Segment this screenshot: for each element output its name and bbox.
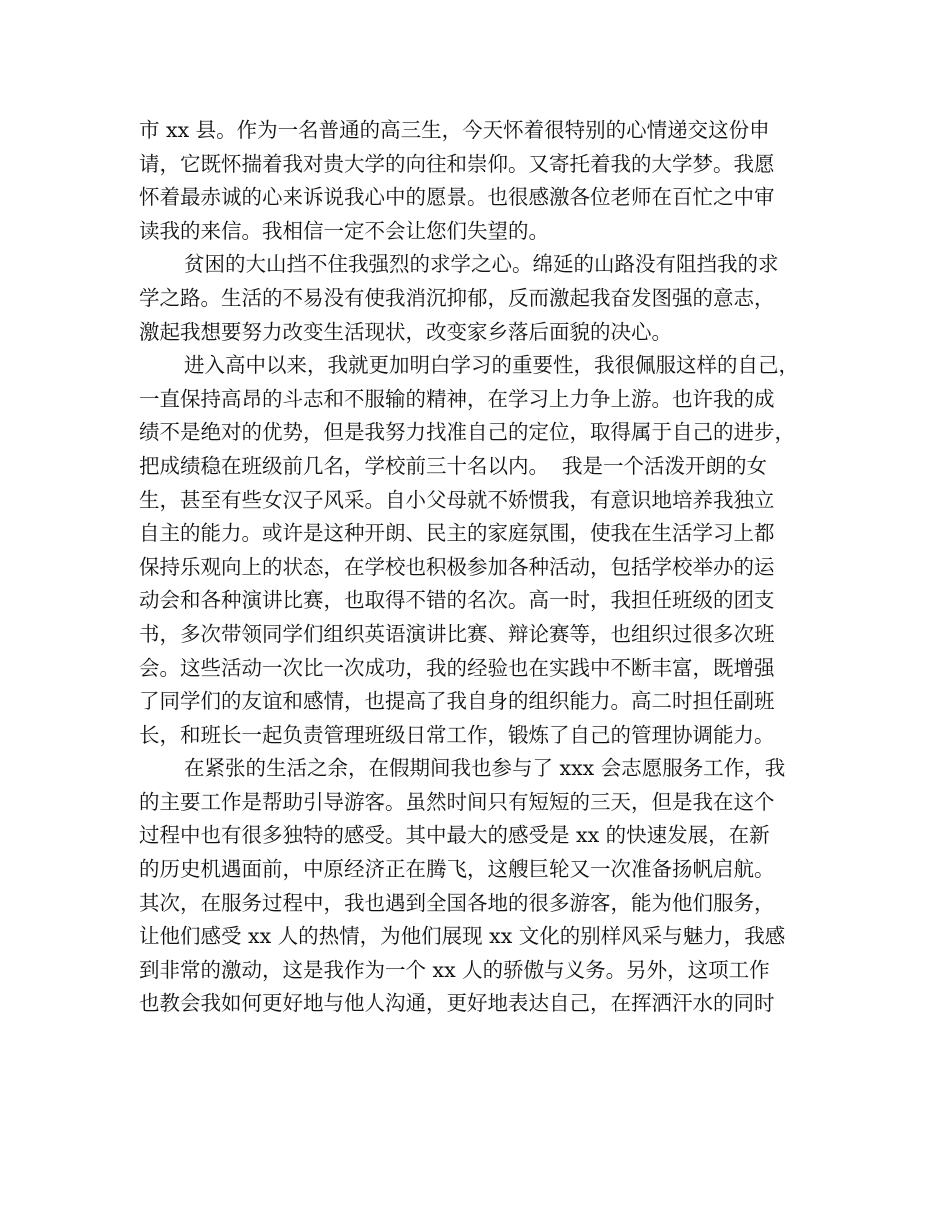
text-line: 其次，在服务过程中，我也遇到全国各地的很多游客，能为他们服务，	[139, 890, 775, 915]
text-line: 动会和各种演讲比赛，也取得不错的名次。高一时，我担任班级的团支	[139, 588, 775, 613]
text-line: 长，和班长一起负责管理班级日常工作，锻炼了自己的管理协调能力。	[139, 722, 775, 747]
text-line: 生，甚至有些女汉子风采。自小父母就不娇惯我，有意识地培养我独立	[139, 487, 775, 512]
text-line: 市 xx 县。作为一名普通的高三生，今天怀着很特别的心情递交这份申	[139, 118, 770, 142]
text-line: 把成绩稳在班级前几名，学校前三十名以内。 我是一个活泼开朗的女	[139, 453, 768, 478]
text-line: 过程中也有很多独特的感受。其中最大的感受是 xx 的快速发展，在新	[139, 823, 770, 848]
text-line: 激起我想要努力改变生活现状，改变家乡落后面貌的决心。	[139, 319, 672, 344]
text-line: 怀着最赤诚的心来诉说我心中的愿景。也很感激各位老师在百忙之中审	[139, 185, 775, 210]
text-line: 会。这些活动一次比一次成功，我的经验也在实践中不断丰富，既增强	[139, 655, 775, 680]
paragraph-first-line: 进入高中以来，我就更加明白学习的重要性，我很佩服这样的自己，	[184, 353, 799, 378]
text-line: 也教会我如何更好地与他人沟通，更好地表达自己，在挥洒汗水的同时	[139, 991, 775, 1016]
paragraph-first-line: 贫困的大山挡不住我强烈的求学之心。绵延的山路没有阻挡我的求	[184, 252, 779, 277]
text-line: 请，它既怀揣着我对贵大学的向往和崇仰。又寄托着我的大学梦。我愿	[139, 151, 775, 176]
text-line: 到非常的激动，这是我作为一个 xx 人的骄傲与义务。另外，这项工作	[139, 957, 770, 982]
text-line: 了同学们的友谊和感情，也提高了我自身的组织能力。高二时担任副班	[139, 689, 775, 714]
text-line: 学之路。生活的不易没有使我消沉抑郁，反而激起我奋发图强的意志，	[139, 285, 775, 310]
paragraph-first-line: 在紧张的生活之余，在假期间我也参与了 xxx 会志愿服务工作，我	[184, 756, 786, 781]
text-line: 的历史机遇面前，中原经济正在腾飞，这艘巨轮又一次准备扬帆启航。	[139, 857, 775, 882]
text-line: 绩不是绝对的优势，但是我努力找准自己的定位，取得属于自己的进步，	[139, 420, 795, 445]
text-line: 读我的来信。我相信一定不会让您们失望的。	[139, 218, 549, 243]
text-line: 让他们感受 xx 人的热情，为他们展现 xx 文化的别样风采与魅力，我感	[139, 924, 786, 949]
text-line: 保持乐观向上的状态，在学校也积极参加各种活动，包括学校举办的运	[139, 554, 775, 579]
text-line: 的主要工作是帮助引导游客。虽然时间只有短短的三天，但是我在这个	[139, 789, 775, 814]
text-line: 书，多次带领同学们组织英语演讲比赛、辩论赛等，也组织过很多次班	[139, 621, 775, 646]
text-line: 自主的能力。或许是这种开朗、民主的家庭氛围，使我在生活学习上都	[139, 521, 775, 546]
document-body	[139, 114, 819, 1021]
text-line: 一直保持高昂的斗志和不服输的精神，在学习上力争上游。也许我的成	[139, 386, 775, 411]
